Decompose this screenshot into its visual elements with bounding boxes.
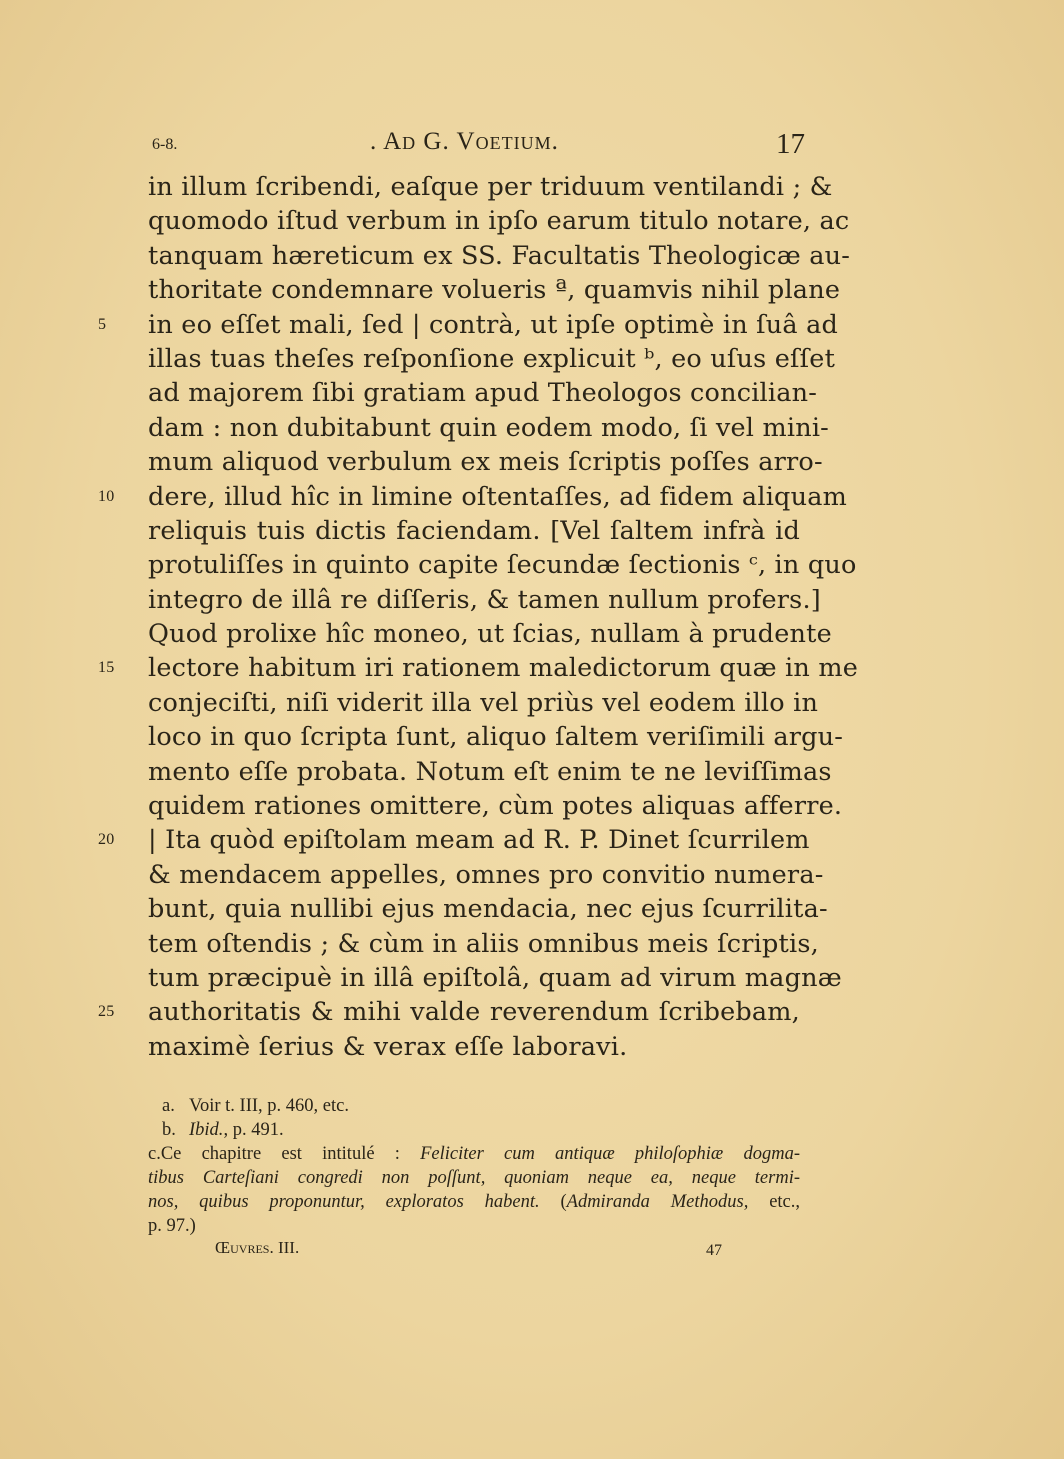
footnote-b bbox=[148, 1118, 800, 1142]
line-text: in illum ſcribendi, eaſque per triduum ventilandi ; & bbox=[148, 172, 833, 202]
text-line bbox=[148, 617, 832, 651]
header-title: . Ad G. Voetium. bbox=[370, 128, 559, 155]
text-line bbox=[98, 823, 810, 857]
footnote-a bbox=[148, 1094, 800, 1118]
text-line bbox=[148, 273, 841, 307]
footnote-text: etc., bbox=[748, 1192, 801, 1212]
footnote-title: Feliciter cum antiquæ philoſophiæ dogma- bbox=[420, 1144, 800, 1164]
footer-volume: Œuvres. III. bbox=[215, 1238, 300, 1257]
text-line bbox=[148, 789, 843, 823]
line-text: authoritatis & mihi valde reverendum ſcribebam, bbox=[148, 997, 800, 1028]
footnote-text: Voir t. III, p. 460, etc. bbox=[189, 1096, 349, 1116]
line-text: reliquis tuis dictis faciendam. [Vel ſaltem infrà id bbox=[148, 515, 800, 546]
line-number: 10 bbox=[98, 487, 115, 505]
line-number: 5 bbox=[98, 315, 107, 333]
footnote-ibid: Ibid. bbox=[189, 1120, 224, 1140]
page-number: 17 bbox=[776, 128, 805, 160]
footnote-text: , p. 491. bbox=[223, 1120, 284, 1140]
footnote-c bbox=[148, 1142, 800, 1166]
text-line bbox=[98, 651, 858, 685]
text-line bbox=[98, 308, 839, 342]
line-number: 25 bbox=[98, 1003, 115, 1021]
text-line bbox=[148, 239, 851, 273]
footnotes bbox=[148, 1094, 800, 1238]
footnote-c-line-2 bbox=[148, 1166, 800, 1190]
line-text: mum aliquod verbulum ex meis ſcriptis poſſes arro- bbox=[148, 447, 823, 478]
text-line bbox=[148, 583, 821, 617]
footnote-text: ( bbox=[539, 1192, 567, 1212]
running-header bbox=[150, 128, 805, 160]
footnote-c-line-4 bbox=[148, 1214, 800, 1238]
text-line bbox=[148, 411, 829, 445]
text-line bbox=[98, 480, 847, 514]
footnote-title: nos, quibus proponuntur, exploratos habent. bbox=[148, 1192, 540, 1212]
signature-number: 47 bbox=[706, 1242, 722, 1259]
line-text: & mendacem appelles, omnes pro convitio numera- bbox=[148, 859, 824, 890]
footnote-title: tibus Carteſiani congredi non poſſunt, quoniam neque ea, neque termi- bbox=[148, 1168, 800, 1188]
line-text: dam : non dubitabunt quin eodem modo, ſi vel mini- bbox=[148, 412, 829, 443]
line-number: 15 bbox=[98, 659, 115, 677]
text-line bbox=[148, 927, 819, 961]
line-text: in eo eſſet mali, ſed | contrà, ut ipſe optimè in ſuâ ad bbox=[148, 309, 839, 340]
line-text: illas tuas theſes reſponſione explicuit ᵇ, eo uſus eſſet bbox=[148, 343, 836, 374]
text-line bbox=[148, 961, 842, 995]
text-line bbox=[148, 445, 823, 479]
text-line bbox=[148, 720, 844, 754]
line-text: lectore habitum iri rationem maledictorum quæ in me bbox=[148, 653, 858, 684]
line-text: Quod prolixe hîc moneo, ut ſcias, nullam à prudente bbox=[148, 619, 832, 650]
line-text: mento eſſe probata. Notum eſt enim te ne leviſſimas bbox=[148, 756, 832, 787]
footnote-mark: c. bbox=[148, 1144, 161, 1164]
line-text: protuliſſes in quinto capite ſecundæ ſectionis ᶜ, in quo bbox=[148, 550, 857, 581]
text-line bbox=[148, 892, 828, 926]
line-number: 20 bbox=[98, 831, 115, 849]
main-text bbox=[98, 170, 858, 1064]
footnote-mark: b. bbox=[162, 1120, 176, 1140]
text-line bbox=[148, 858, 824, 892]
text-line bbox=[148, 1030, 800, 1064]
footnote-text: p. 97.) bbox=[148, 1216, 196, 1236]
text-line bbox=[148, 342, 836, 376]
line-text: loco in quo ſcripta ſunt, aliquo ſaltem veriſimili argu- bbox=[148, 722, 844, 753]
line-text: maximè ſerius & verax eſſe laboravi. bbox=[148, 1031, 628, 1062]
text-line bbox=[148, 376, 818, 410]
line-text: tum præcipuè in illâ epiſtolâ, quam ad virum magnæ bbox=[148, 962, 842, 993]
footnote-mark: a. bbox=[162, 1096, 175, 1116]
line-text: ad majorem ſibi gratiam apud Theologos concilian- bbox=[148, 378, 818, 409]
line-text: tanquam hæreticum ex SS. Facultatis Theologicæ au- bbox=[148, 240, 851, 271]
footnote-work: Admiranda Methodus, bbox=[566, 1192, 749, 1212]
footnote-text: Ce chapitre est intitulé : bbox=[160, 1144, 421, 1164]
text-line bbox=[148, 204, 850, 238]
line-text: integro de illâ re diſſeris, & tamen nullum profers.] bbox=[148, 584, 821, 615]
line-text: dere, illud hîc in limine oſtentaſſes, ad fidem aliquam bbox=[148, 481, 847, 512]
text-line bbox=[148, 170, 833, 204]
footnote-c-line-3 bbox=[148, 1190, 800, 1214]
line-text: | Ita quòd epiſtolam meam ad R. P. Dinet ſcurrilem bbox=[148, 825, 810, 856]
text-line bbox=[148, 514, 800, 548]
text-line bbox=[148, 548, 857, 582]
header-page-range: 6-8. bbox=[152, 136, 178, 153]
line-text: tem oſtendis ; & cùm in aliis omnibus meis ſcriptis, bbox=[148, 928, 819, 959]
line-text: thoritate condemnare volueris ª, quamvis nihil plane bbox=[148, 275, 841, 306]
line-text: quidem rationes omittere, cùm potes aliquas afferre. bbox=[148, 791, 843, 822]
text-line bbox=[148, 686, 819, 720]
line-text: quomodo iſtud verbum in ipſo earum titulo notare, ac bbox=[148, 206, 850, 237]
line-text: conjeciſti, niſi viderit illa vel priùs vel eodem illo in bbox=[148, 687, 819, 718]
line-text: bunt, quia nullibi ejus mendacia, nec ejus ſcurrilita- bbox=[148, 894, 828, 925]
text-line bbox=[98, 995, 800, 1029]
text-line bbox=[148, 755, 832, 789]
